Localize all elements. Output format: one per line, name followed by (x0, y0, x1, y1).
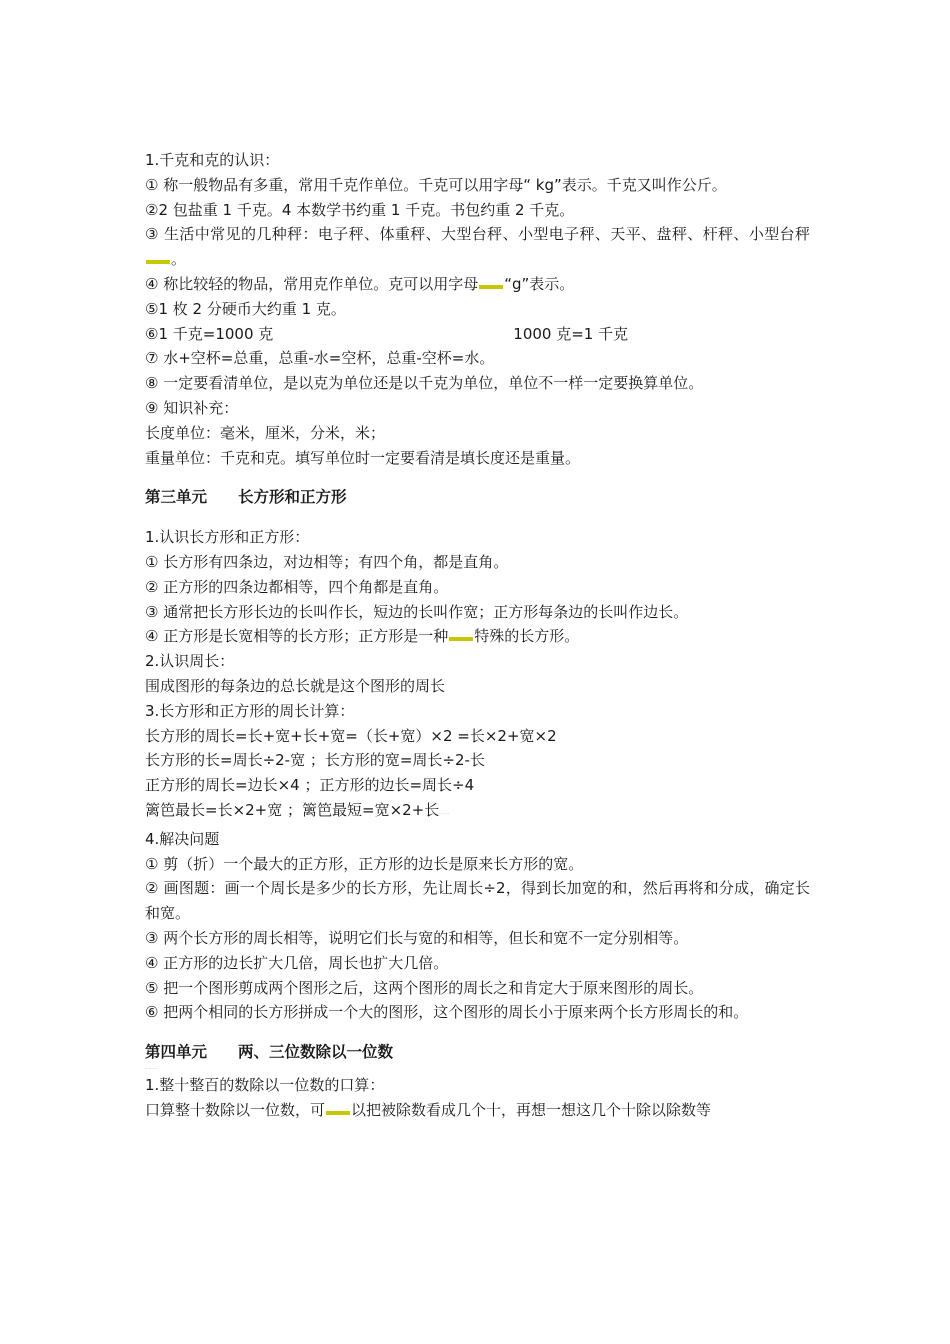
unit3-s1-point-1: ① 长方形有四条边，对边相等；有四个角，都是直角。 (145, 552, 509, 571)
highlight-mark (449, 637, 473, 641)
weight-point-3-end: 。 (171, 250, 187, 269)
formula-fence (145, 798, 810, 827)
document-page (145, 148, 810, 1122)
unit3-s4-point-4: ④ 正方形的边长扩大几倍，周长也扩大几倍。 (145, 953, 449, 972)
unit4-s1-line-text: 口算整十数除以一位数，可 (145, 1100, 326, 1119)
unit3-s4-point-6: ⑥ 把两个相同的长方形拼成一个大的图形，这个图形的周长小于原来两个长方形周长的和。 (145, 1003, 749, 1022)
highlight-mark (326, 1111, 350, 1115)
weight-point-5: ⑤1 枚 2 分硬币大约重 1 克。 (145, 299, 346, 318)
unit4-s1-line-end: 以把被除数看成几个十，再想一想这几个十除以除数等 (351, 1100, 712, 1119)
tiny-mark: ·········· (145, 1065, 158, 1071)
weight-point-4 (145, 272, 810, 297)
formula-rect-sides: 长方形的长=周长÷2-宽 ；长方形的宽=周长÷2-长 (145, 751, 485, 770)
unit3-s1-point-3: ③ 通常把长方形长边的长叫作长，短边的长叫作宽；正方形每条边的长叫作边长。 (145, 602, 689, 621)
formula-square: 正方形的周长=边长×4 ；正方形的边长=周长÷4 (145, 776, 475, 795)
weight-point-1: ① 称一般物品有多重，常用千克作单位。千克可以用字母“ kg”表示。千克又叫作公斤。 (145, 175, 727, 194)
weight-point-8: ⑧ 一定要看清单位，是以克为单位还是以千克为单位，单位不一样一定要换算单位。 (145, 374, 704, 393)
weight-units: 重量单位：千克和克。填写单位时一定要看清是填长度还是重量。 (145, 448, 581, 467)
weight-point-3-text: ③ 生活中常见的几种秤：电子秤、体重秤、大型台秤、小型电子秤、天平、盘秤、杆秤、小型台秤 (145, 225, 810, 244)
highlight-mark (146, 260, 170, 264)
formula-rect-perimeter: 长方形的周长=长+宽+长+宽=（长+宽）×2 =长×2+宽×2 (145, 726, 557, 745)
unit3-s1-point-4-end: 特殊的长方形。 (474, 627, 580, 646)
unit3-s1-point-2: ② 正方形的四条边都相等，四个角都是直角。 (145, 577, 449, 596)
unit3-s2-line: 围成图形的每条边的总长就是这个图形的周长 (145, 676, 446, 695)
unit3-s4-point-2: ② 画图题：画一个周长是多少的长方形，先让周长÷2，得到长加宽的和，然后再将和分成，确定长和宽。 (145, 879, 810, 923)
weight-point-4-end: “g”表示。 (504, 274, 575, 293)
weight-point-4-text: ④ 称比较轻的物品，常用克作单位。克可以用字母 (145, 274, 479, 293)
unit3-s2-title: 2.认识周长： (145, 652, 235, 671)
weight-point-7: ⑦ 水+空杯=总重，总重-水=空杯，总重-空杯=水。 (145, 349, 495, 368)
conversion-right: 1000 克=1 千克 (513, 324, 629, 343)
unit3-s4-point-1: ① 剪（折）一个最大的正方形，正方形的边长是原来长方形的宽。 (145, 854, 584, 873)
unit4-s1-line (145, 1098, 810, 1123)
weight-point-3 (145, 222, 810, 272)
unit3-s3-title: 3.长方形和正方形的周长计算： (145, 701, 355, 720)
unit3-s4-title: 4.解决问题 (145, 829, 220, 848)
unit3-s1-point-4-text: ④ 正方形是长宽相等的长方形；正方形是一种 (145, 627, 449, 646)
conversion-left: ⑥1 千克=1000 克 (145, 324, 274, 343)
unit3-s1-title: 1.认识长方形和正方形： (145, 528, 310, 547)
unit3-s1-point-4 (145, 624, 810, 649)
unit3-heading: 第三单元 长方形和正方形 (145, 488, 347, 507)
unit3-s4-point-5: ⑤ 把一个图形剪成两个图形之后，这两个图形的周长之和肯定大于原来图形的周长。 (145, 978, 704, 997)
weight-point-6 (145, 322, 810, 347)
unit3-s4-point-3: ③ 两个长方形的周长相等，说明它们长与宽的和相等，但长和宽不一定分别相等。 (145, 928, 689, 947)
tiny-mark: ······ (439, 810, 450, 816)
length-units: 长度单位：毫米，厘米，分米，米； (145, 423, 386, 442)
unit4-heading: 第四单元 两、三位数除以一位数 (145, 1043, 394, 1062)
section-title-weight: 1.千克和克的认识： (145, 151, 280, 169)
unit4-s1-title: 1.整十整百的数除以一位数的口算： (145, 1075, 385, 1094)
formula-fence-text: 篱笆最长=长×2+宽 ；篱笆最短=宽×2+长 (145, 800, 440, 819)
weight-point-9: ⑨ 知识补充： (145, 398, 239, 417)
highlight-mark (479, 285, 503, 289)
weight-point-2: ②2 包盐重 1 千克。4 本数学书约重 1 千克。书包约重 2 千克。 (145, 200, 575, 219)
